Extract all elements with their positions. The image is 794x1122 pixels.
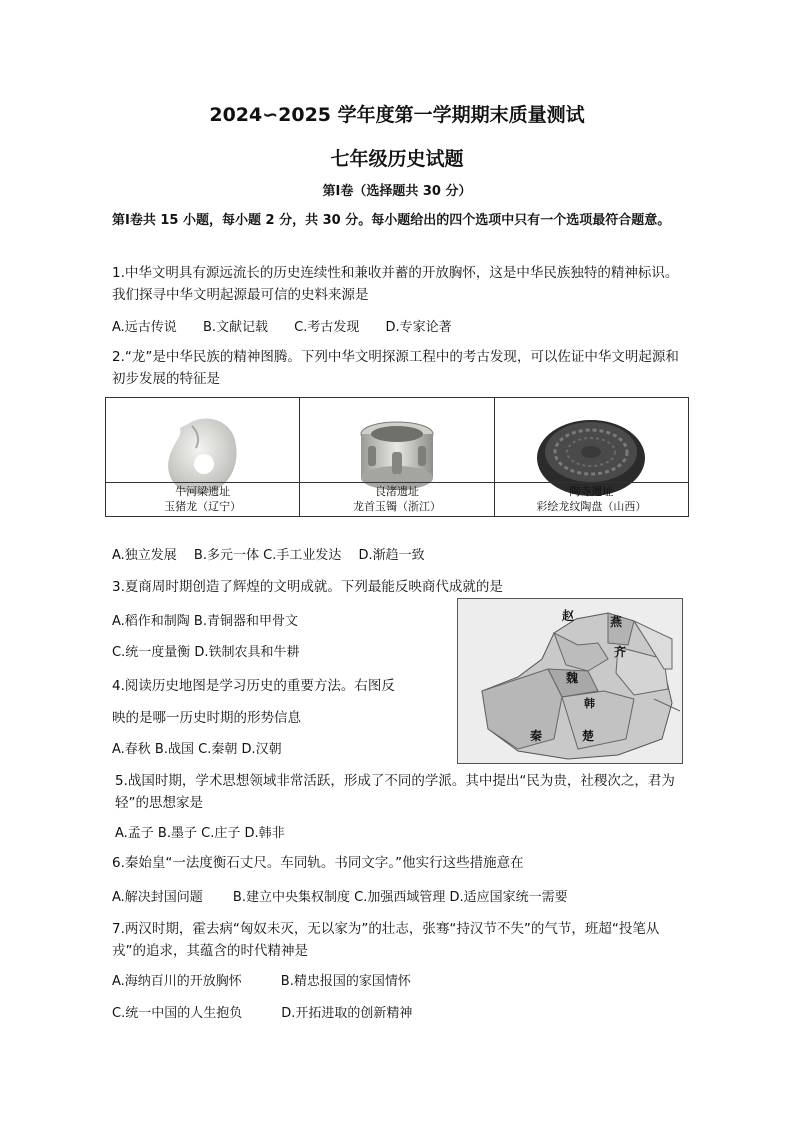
instructions: 第Ⅰ卷共 15 小题，每小题 2 分，共 30 分。每小题给出的四个选项中只有一个选项最符合题意。 bbox=[112, 213, 671, 228]
section-heading: 第Ⅰ卷（选择题共 30 分） bbox=[322, 184, 472, 199]
warring-states-map bbox=[457, 598, 683, 764]
question-2-stem: 2.“龙”是中华民族的精神图腾。下列中华文明探源工程中的考古发现，可以佐证中华文明起源和初步发展的特征是 bbox=[112, 349, 679, 387]
artifact-2-site: 良渚遗址 bbox=[374, 485, 419, 498]
map-label-qi: 齐 bbox=[614, 645, 627, 659]
map-label-qin: 秦 bbox=[530, 729, 543, 743]
map-label-zhao: 赵 bbox=[562, 609, 575, 623]
question-2-options: A.独立发展 B.多元一体 C.手工业发达 D.渐趋一致 bbox=[112, 548, 425, 563]
exam-subtitle: 七年级历史试题 bbox=[330, 148, 464, 170]
option-d: D.专家论著 bbox=[385, 320, 452, 335]
artifact-3-item: 彩绘龙纹陶盘（山西） bbox=[536, 500, 647, 513]
artifact-cell-3 bbox=[494, 398, 688, 517]
map-label-wei: 魏 bbox=[566, 671, 579, 685]
artifact-cell-1 bbox=[106, 398, 300, 517]
question-7-options-line2: C.统一中国的人生抱负 D.开拓进取的创新精神 bbox=[112, 1006, 413, 1021]
question-7-stem: 7.两汉时期，霍去病“匈奴未灭，无以家为”的壮志，张骞“持汉节不失”的气节，班超“投笔从戎”的追求，其蕴含的时代精神是 bbox=[112, 921, 660, 959]
option-b: B.文献记载 bbox=[202, 320, 269, 335]
artifact-2-item: 龙首玉镯（浙江） bbox=[352, 500, 441, 513]
map-label-han: 韩 bbox=[584, 697, 595, 710]
question-7-options-line1: A.海纳百川的开放胸怀 B.精忠报国的家国情怀 bbox=[112, 974, 411, 989]
question-3-stem: 3.夏商周时期创造了辉煌的文明成就。下列最能反映商代成就的是 bbox=[112, 579, 503, 595]
question-3-options-line1: A.稻作和制陶 B.青铜器和甲骨文 bbox=[112, 614, 298, 629]
map-label-yan: 燕 bbox=[610, 615, 623, 629]
artifact-1-site: 牛河梁遗址 bbox=[175, 485, 231, 498]
option-c: C.考古发现 bbox=[294, 320, 360, 335]
question-5-options: A.孟子 B.墨子 C.庄子 D.韩非 bbox=[115, 826, 285, 841]
option-a: A.远古传说 bbox=[112, 320, 177, 335]
exam-title: 2024∽2025 学年度第一学期期末质量测试 bbox=[209, 104, 585, 126]
map-label-chu: 楚 bbox=[582, 729, 595, 743]
question-4-options: A.春秋 B.战国 C.秦朝 D.汉朝 bbox=[112, 742, 282, 757]
question-1-options bbox=[112, 316, 474, 335]
question-6-stem: 6.秦始皇“一法度衡石丈尺。车同轨。书同文字。”他实行这些措施意在 bbox=[112, 855, 524, 871]
question-6-options: A.解决封国问题 B.建立中央集权制度 C.加强西域管理 D.适应国家统一需要 bbox=[112, 890, 568, 905]
question-4-stem-line1: 4.阅读历史地图是学习历史的重要方法。右图反 bbox=[112, 678, 395, 694]
question-3-options-line2: C.统一度量衡 D.铁制农具和牛耕 bbox=[112, 645, 300, 660]
artifact-3-site: 陶寺遗址 bbox=[569, 485, 614, 498]
question-5-stem: 5.战国时期，学术思想领域非常活跃，形成了不同的学派。其中提出“民为贵，社稷次之，君为轻”的思想家是 bbox=[115, 773, 675, 811]
artifact-table bbox=[105, 397, 689, 517]
artifact-cell-2 bbox=[300, 398, 494, 517]
question-4-stem-line2: 映的是哪一历史时期的形势信息 bbox=[112, 710, 301, 726]
question-1-stem: 1.中华文明具有源远流长的历史连续性和兼收并蓄的开放胸怀，这是中华民族独特的精神标识。我们探寻中华文明起源最可信的史料来源是 bbox=[112, 265, 679, 303]
artifact-1-item: 玉猪龙（辽宁） bbox=[164, 500, 242, 513]
